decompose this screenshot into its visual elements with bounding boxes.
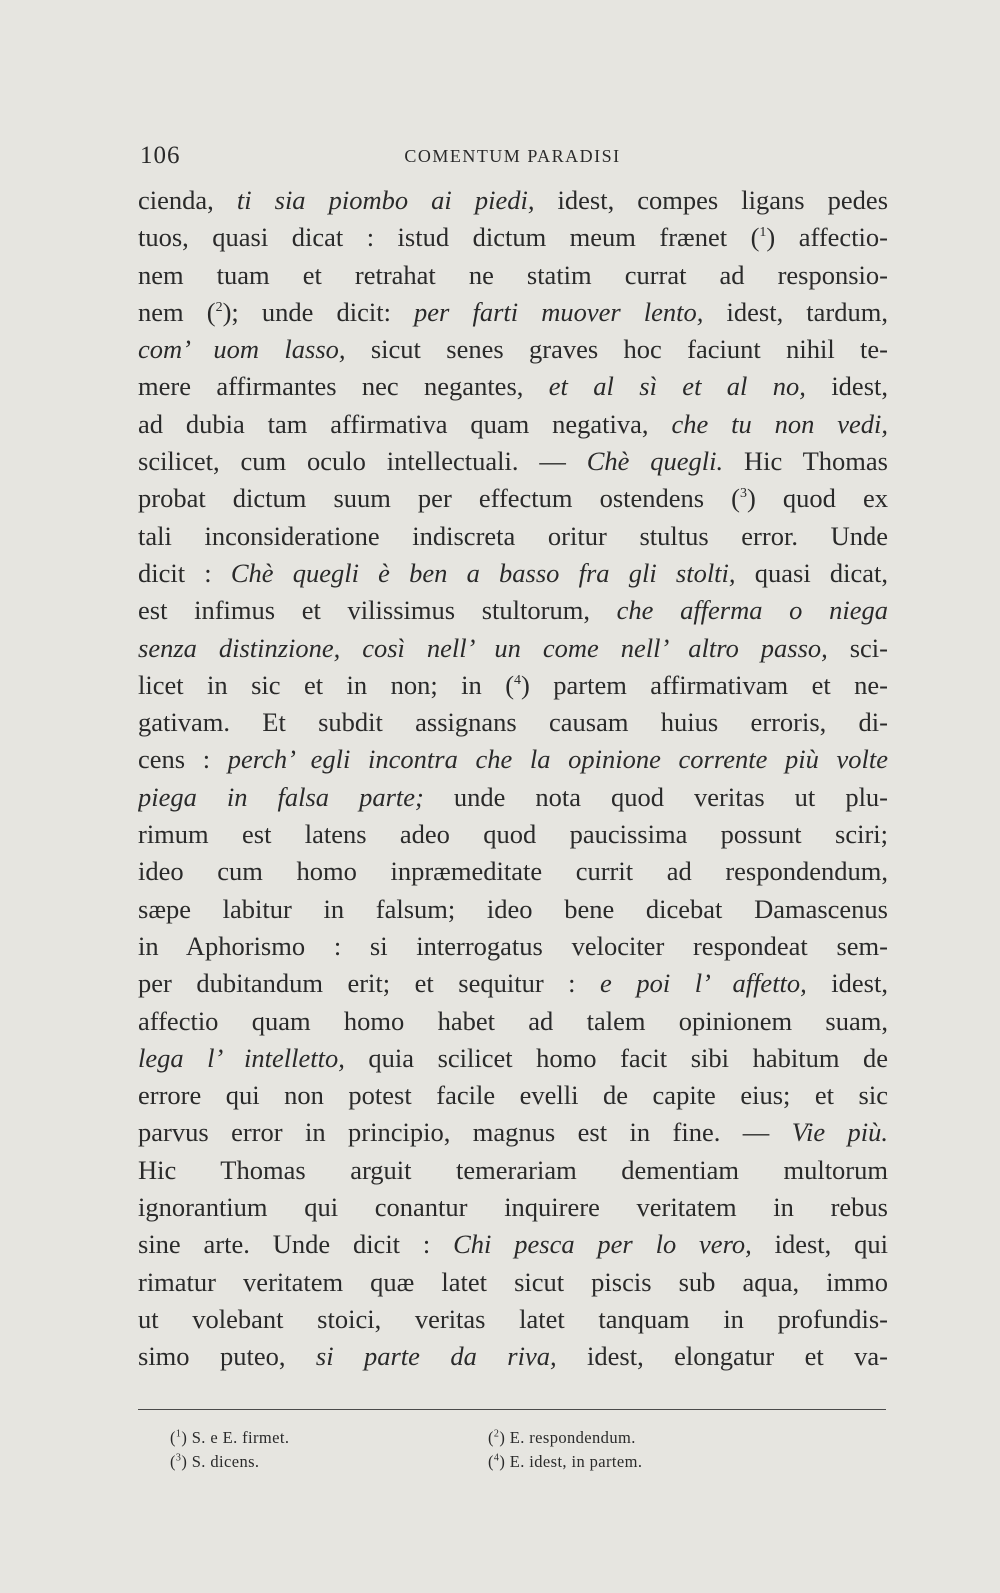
text-line: lega l’ intelletto, quia scilicet homo facit sibi habitum de: [138, 1042, 888, 1073]
footnote-mark: 2: [493, 1428, 500, 1440]
text-line: sine arte. Unde dicit : Chi pesca per lo vero, idest, qui: [138, 1229, 888, 1260]
footnote-text: S. dicens.: [191, 1452, 260, 1471]
text-line: tuos, quasi dicat : istud dictum meum frænet ($^1$) affectio-: [138, 222, 888, 253]
footnote-text: S. e E. firmet.: [191, 1428, 290, 1447]
text-line: affectio quam homo habet ad talem opinionem suam,: [138, 1005, 888, 1036]
text-line: senza distinzione, così nell’ un come nell’ altro passo, sci-: [138, 632, 888, 663]
text-line: sæpe labitur in falsum; ideo bene dicebat Damascenus: [138, 893, 888, 924]
text-line: nem ($^2$); unde dicit: per farti muover lento, idest, tardum,: [138, 296, 888, 327]
footnote-4: ($^4$) E. idest, in partem.: [488, 1452, 643, 1471]
page-number: 106: [140, 142, 181, 169]
footnote-text: E. idest, in partem.: [509, 1452, 643, 1471]
text-line: nem tuam et retrahat ne statim currat ad responsio-: [138, 259, 888, 290]
footnote-mark: 3: [175, 1452, 182, 1464]
text-line: simo puteo, si parte da riva, idest, elongatur et va-: [138, 1341, 888, 1372]
text-line: cienda, ti sia piombo ai piedi, idest, compes ligans pedes: [138, 185, 888, 215]
footnote-3: ($^3$) S. dicens.: [170, 1452, 260, 1471]
footnote-text: E. respondendum.: [509, 1428, 636, 1447]
running-head: [140, 142, 885, 172]
text-line: dicit : Chè quegli è ben a basso fra gli stolti, quasi dicat,: [138, 557, 888, 588]
text-line: cens : perch’ egli incontra che la opinione corrente più volte: [138, 744, 888, 775]
text-line: gativam. Et subdit assignans causam huius erroris, di-: [138, 707, 888, 738]
text-line: scilicet, cum oculo intellectuali. — Chè quegli. Hic Thomas: [138, 446, 888, 477]
footnote-rule: [138, 1409, 886, 1410]
body-text: [138, 182, 888, 1376]
text-line: est infimus et vilissimus stultorum, che afferma o niega: [138, 595, 888, 626]
text-line: tali inconsideratione indiscreta oritur stultus error. Unde: [138, 520, 888, 551]
text-line: licet in sic et in non; in ($^4$) partem affirmativam et ne-: [138, 669, 888, 700]
text-line: per dubitandum erit; et sequitur : e poi l’ affetto, idest,: [138, 968, 888, 999]
text-line: com’ uom lasso, sicut senes graves hoc faciunt nihil te-: [138, 334, 888, 365]
text-line: ignorantium qui conantur inquirere veritatem in rebus: [138, 1192, 888, 1223]
text-line: ad dubia tam affirmativa quam negativa, che tu non vedi,: [138, 408, 888, 439]
text-line: probat dictum suum per effectum ostendens ($^3$) quod ex: [138, 483, 888, 514]
text-line: rimatur veritatem quæ latet sicut piscis sub aqua, immo: [138, 1266, 888, 1297]
running-title: COMENTUM PARADISI: [404, 146, 621, 166]
text-line: piega in falsa parte; unde nota quod veritas ut plu-: [138, 781, 888, 812]
text-line: rimum est latens adeo quod paucissima possunt sciri;: [138, 819, 888, 850]
footnote-1: ($^1$) S. e E. firmet.: [170, 1428, 290, 1447]
footnote-mark: 4: [493, 1452, 500, 1464]
text-line: parvus error in principio, magnus est in fine. — Vie più.: [138, 1117, 888, 1148]
text-line: ut volebant stoici, veritas latet tanquam in profundis-: [138, 1303, 888, 1334]
footnote-2: ($^2$) E. respondendum.: [488, 1428, 636, 1447]
text-line: Hic Thomas arguit temerariam dementiam multorum: [138, 1154, 888, 1185]
text-line: mere affirmantes nec negantes, et al sì et al no, idest,: [138, 371, 888, 402]
text-line: in Aphorismo : si interrogatus velociter respondeat sem-: [138, 930, 888, 961]
text-line: ideo cum homo inpræmeditate currit ad respondendum,: [138, 856, 888, 887]
footnote-mark: 1: [175, 1428, 182, 1440]
text-line: errore qui non potest facile evelli de capite eius; et sic: [138, 1080, 888, 1111]
